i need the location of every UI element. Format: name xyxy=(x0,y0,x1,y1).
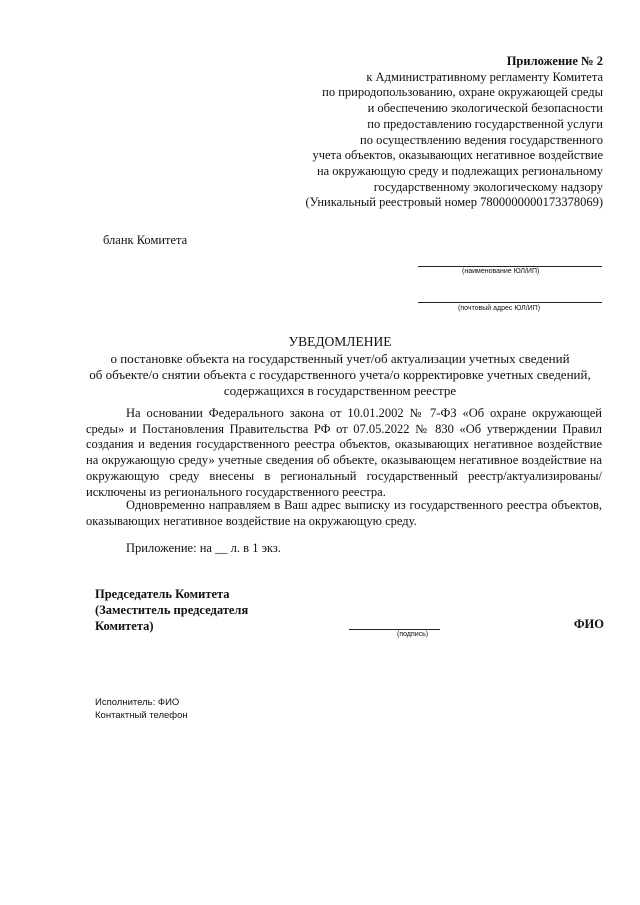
signature-caption: (подпись) xyxy=(397,631,429,638)
executor-name: Исполнитель: ФИО xyxy=(95,697,180,708)
recipient-name-line xyxy=(418,266,602,267)
appendix-line: к Административному регламенту Комитета xyxy=(366,69,603,84)
signer-line: (Заместитель председателя xyxy=(95,603,249,617)
recipient-address-line xyxy=(418,302,602,303)
body-paragraph-1: На основании Федерального закона от 10.01.2002 № 7-ФЗ «Об охране окружающей среды» и Постановления Правительства РФ от 07.05.2022 № 830 «Об утверждении Правил создания и ведения государственного реестра объектов, оказывающих негативное воздействие на окружающую среду» учетные сведения об объекте, оказывающем негативное воздействие на окружающую среду внесены в региональный государственный реестр/актуализированы/исключены из регионального государственного реестра. xyxy=(86,406,602,499)
appendix-line: по предоставлению государственной услуги xyxy=(367,116,603,131)
notice-title: УВЕДОМЛЕНИЕ xyxy=(288,334,392,349)
recipient-address-caption: (почтовый адрес ЮЛ/ИП) xyxy=(458,305,541,312)
appendix-registry-number: (Уникальный реестровый номер 7800000000173378069) xyxy=(305,195,603,210)
notice-subtitle-line: содержащихся в государственном реестре xyxy=(223,383,457,398)
executor-block xyxy=(95,696,188,722)
signature-line xyxy=(349,629,440,630)
appendix-title: Приложение № 2 xyxy=(506,54,603,68)
appendix-header xyxy=(243,54,603,211)
appendix-line: по осуществлению ведения государственного xyxy=(360,132,603,147)
body-paragraph-2: Одновременно направляем в Ваш адрес выписку из государственного реестра объектов, оказывающих негативное воздействие на окружающую среду. xyxy=(86,498,602,528)
recipient-name-caption: (наименование ЮЛ/ИП) xyxy=(462,268,540,275)
signer-line: Председатель Комитета xyxy=(95,587,230,601)
signer-fio: ФИО xyxy=(573,617,604,631)
attachment-note: Приложение: на __ л. в 1 экз. xyxy=(126,541,281,555)
appendix-line: на окружающую среду и подлежащих региональному xyxy=(316,163,603,178)
executor-phone: Контактный телефон xyxy=(95,710,188,721)
signer-title xyxy=(95,586,248,634)
appendix-line: учета объектов, оказывающих негативное воздействие xyxy=(312,148,603,163)
notice-subtitle-line: об объекте/о снятии объекта с государственного учета/о корректировке учетных сведений, xyxy=(89,367,591,382)
notice-heading xyxy=(80,334,600,399)
notice-subtitle-line: о постановке объекта на государственный учет/об актуализации учетных сведений xyxy=(110,351,570,366)
appendix-line: и обеспечению экологической безопасности xyxy=(367,101,603,116)
signer-line: Комитета) xyxy=(95,619,154,633)
appendix-line: по природопользованию, охране окружающей среды xyxy=(322,85,603,100)
appendix-line: государственному экологическому надзору xyxy=(373,179,603,194)
letterhead-placeholder: бланк Комитета xyxy=(103,233,188,247)
